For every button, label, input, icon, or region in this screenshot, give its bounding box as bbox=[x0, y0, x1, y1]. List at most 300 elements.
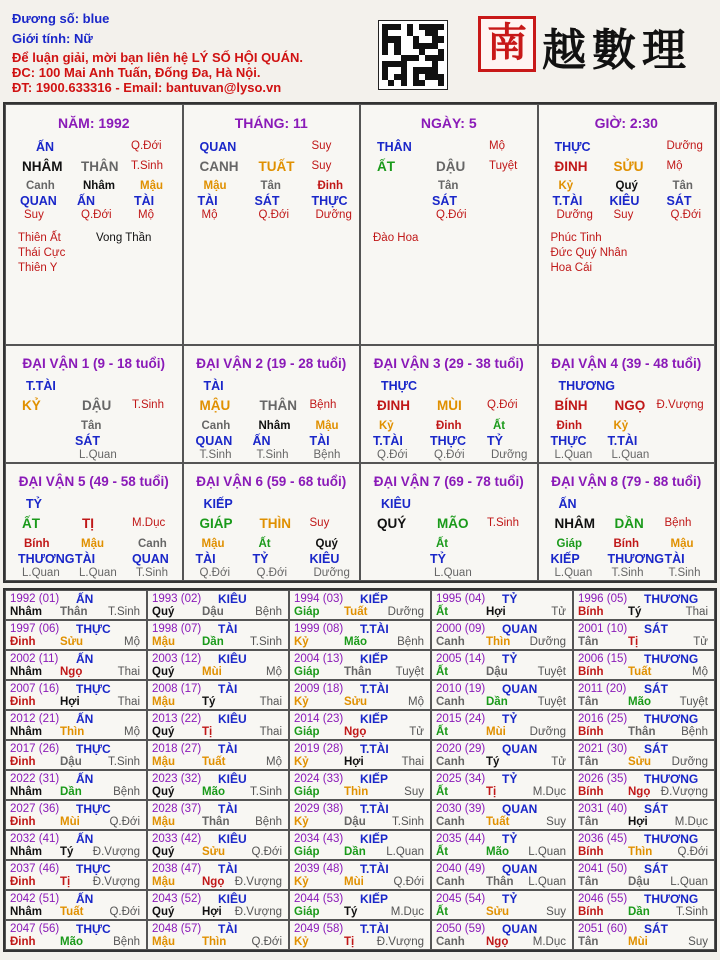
year-branch: Tý bbox=[202, 696, 216, 708]
hidden-stem-phase: Dưỡng bbox=[556, 209, 593, 221]
pillar-branch-state: Q.Đới bbox=[131, 140, 162, 152]
year-cell bbox=[573, 590, 715, 620]
year-phase: Tử bbox=[409, 726, 424, 738]
special-star: Thái Cực bbox=[18, 247, 66, 259]
year-phase: Suy bbox=[546, 816, 566, 828]
year-phase: Dưỡng bbox=[529, 636, 566, 648]
luck-hidden-god: TÀI bbox=[309, 434, 330, 448]
year-stem: Canh bbox=[436, 876, 465, 888]
year-branch: Mùi bbox=[202, 666, 222, 678]
year-branch: Tý bbox=[486, 756, 500, 768]
luck-pillar-cell bbox=[183, 345, 361, 463]
year-phase: Bệnh bbox=[681, 726, 708, 738]
year-branch: Thìn bbox=[60, 726, 85, 738]
year-cell bbox=[431, 740, 573, 770]
year-label: 2013 (22) bbox=[152, 713, 202, 725]
year-god: THƯƠNG bbox=[644, 772, 699, 786]
luck-hidden-phase: T.Sinh bbox=[256, 449, 289, 461]
year-stem: Mậu bbox=[152, 696, 175, 708]
contact-line: Để luận giải, mời bạn liên hệ LÝ SỐ HỘI QUÁN. bbox=[12, 50, 303, 65]
year-god: ẤN bbox=[76, 772, 94, 786]
luck-hidden-god: SÁT bbox=[75, 434, 100, 448]
year-stem: Đinh bbox=[10, 816, 36, 828]
year-label: 1993 (02) bbox=[152, 593, 202, 605]
year-god: T.TÀI bbox=[360, 682, 389, 696]
pillar-cell bbox=[538, 104, 716, 345]
year-branch: Hợi bbox=[628, 816, 648, 828]
year-label: 2043 (52) bbox=[152, 893, 202, 905]
year-god: TÀI bbox=[218, 802, 238, 816]
luck-stem: KỶ bbox=[22, 398, 41, 413]
year-phase: Mộ bbox=[124, 726, 140, 738]
year-label: 2042 (51) bbox=[10, 893, 60, 905]
luck-branch: MÃO bbox=[437, 516, 469, 531]
luck-stem-god: TỶ bbox=[26, 497, 42, 511]
hidden-stem-god: TÀI bbox=[134, 194, 155, 208]
luck-hidden-stem: Bính bbox=[613, 538, 640, 550]
pillar-branch-phase: Mộ bbox=[666, 160, 683, 172]
year-branch: Thân bbox=[486, 876, 514, 888]
luck-pillar-title: ĐẠI VẬN 2 (19 - 28 tuổi) bbox=[196, 356, 347, 371]
hidden-stem: Mậu bbox=[203, 180, 227, 192]
year-stem: Mậu bbox=[152, 936, 175, 948]
pillar-branch-phase: T.Sinh bbox=[131, 160, 163, 172]
year-phase: T.Sinh bbox=[250, 786, 282, 798]
year-god: KIÊU bbox=[218, 592, 247, 606]
year-label: 1992 (01) bbox=[10, 593, 60, 605]
year-label: 2012 (21) bbox=[10, 713, 60, 725]
year-stem: Đinh bbox=[10, 696, 36, 708]
year-label: 2024 (33) bbox=[294, 773, 344, 785]
year-label: 1998 (07) bbox=[152, 623, 202, 635]
pillar-title: NGÀY: 5 bbox=[420, 115, 477, 131]
year-label: 2007 (16) bbox=[10, 683, 60, 695]
year-phase: Tử bbox=[551, 756, 566, 768]
year-label: 2017 (26) bbox=[10, 743, 60, 755]
year-branch: Tuất bbox=[486, 816, 510, 828]
luck-hidden-stem: Mậu bbox=[81, 538, 104, 550]
year-branch: Tý bbox=[60, 846, 74, 858]
pillar-stem-god: THỰC bbox=[554, 140, 591, 154]
year-god: TỶ bbox=[502, 832, 518, 846]
year-cell bbox=[5, 710, 147, 740]
year-phase: M.Dục bbox=[532, 786, 566, 798]
year-god: T.TÀI bbox=[360, 622, 389, 636]
year-cell bbox=[147, 890, 289, 920]
pillar-branch: THÂN bbox=[81, 159, 119, 174]
luck-pillar-title: ĐẠI VẬN 6 (59 - 68 tuổi) bbox=[196, 474, 347, 489]
year-stem: Tân bbox=[578, 876, 599, 888]
year-branch: Hợi bbox=[60, 696, 80, 708]
hidden-stem-phase: Q.Đới bbox=[670, 209, 702, 221]
year-label: 2036 (45) bbox=[578, 833, 628, 845]
year-cell bbox=[573, 620, 715, 650]
hidden-stem-phase: Dưỡng bbox=[315, 209, 352, 221]
year-cell bbox=[289, 830, 431, 860]
year-cell bbox=[5, 920, 147, 950]
year-stem: Canh bbox=[436, 696, 465, 708]
year-cell bbox=[431, 800, 573, 830]
year-god: SÁT bbox=[644, 922, 668, 936]
year-god: QUAN bbox=[502, 802, 538, 816]
luck-hidden-stem: Giáp bbox=[556, 538, 583, 550]
luck-hidden-stem: Đinh bbox=[436, 420, 462, 432]
luck-branch: THÌN bbox=[259, 516, 291, 531]
pillar-branch-phase: Tuyệt bbox=[489, 160, 518, 172]
luck-branch-phase: Bệnh bbox=[309, 399, 337, 411]
luck-pillar-title: ĐẠI VẬN 1 (9 - 18 tuổi) bbox=[22, 356, 165, 371]
luck-hidden-god: TỶ bbox=[487, 434, 503, 448]
year-god: TỶ bbox=[502, 892, 518, 906]
year-stem: Đinh bbox=[10, 756, 36, 768]
year-phase: Bệnh bbox=[255, 816, 282, 828]
year-god: TÀI bbox=[218, 862, 238, 876]
year-branch: Thân bbox=[202, 816, 230, 828]
header bbox=[0, 0, 720, 100]
year-god: KIẾP bbox=[360, 652, 389, 666]
year-branch: Thìn bbox=[628, 846, 653, 858]
year-phase: Q.Đới bbox=[251, 846, 282, 858]
year-branch: Dần bbox=[486, 696, 508, 708]
year-label: 2038 (47) bbox=[152, 863, 202, 875]
year-cell bbox=[431, 710, 573, 740]
hidden-stem-phase: Q.Đới bbox=[436, 209, 467, 221]
year-cell bbox=[431, 890, 573, 920]
year-cell bbox=[573, 800, 715, 830]
luck-stem-god: THỰC bbox=[381, 379, 418, 393]
hidden-stem-phase: Mộ bbox=[138, 209, 154, 221]
year-god: TỶ bbox=[502, 652, 518, 666]
luck-branch-phase: Đ.Vượng bbox=[656, 399, 704, 411]
year-phase: T.Sinh bbox=[250, 636, 282, 648]
year-god: KIÊU bbox=[218, 652, 247, 666]
year-branch: Sửu bbox=[628, 756, 652, 768]
year-label: 2041 (50) bbox=[578, 863, 628, 875]
year-stem: Ất bbox=[436, 606, 449, 618]
luck-branch: DẦN bbox=[614, 516, 644, 531]
year-label: 2031 (40) bbox=[578, 803, 628, 815]
year-label: 2025 (34) bbox=[436, 773, 486, 785]
year-god: QUAN bbox=[502, 622, 538, 636]
luck-hidden-phase: L.Quan bbox=[434, 567, 472, 579]
luck-hidden-stem: Ất bbox=[258, 538, 271, 550]
year-label: 2019 (28) bbox=[294, 743, 344, 755]
year-stem: Mậu bbox=[152, 636, 175, 648]
year-phase: Tử bbox=[551, 606, 566, 618]
year-cell bbox=[147, 830, 289, 860]
year-stem: Canh bbox=[436, 816, 465, 828]
year-stem: Quý bbox=[152, 606, 175, 618]
luck-pillar-title: ĐẠI VẬN 4 (39 - 48 tuổi) bbox=[551, 356, 702, 371]
year-branch: Tị bbox=[344, 936, 355, 948]
luck-hidden-god: TỶ bbox=[252, 552, 269, 566]
luck-pillar-cell bbox=[183, 463, 361, 581]
year-label: 2009 (18) bbox=[294, 683, 344, 695]
year-label: 2050 (59) bbox=[436, 923, 486, 935]
year-phase: Q.Đới bbox=[251, 936, 282, 948]
year-branch: Hợi bbox=[486, 606, 506, 618]
year-god: ẤN bbox=[76, 592, 94, 606]
luck-branch: NGỌ bbox=[614, 398, 646, 413]
pillar-title: THÁNG: 11 bbox=[234, 115, 308, 131]
pillar-branch: TUẤT bbox=[258, 159, 295, 174]
year-branch: Dậu bbox=[344, 816, 366, 828]
year-stem: Mậu bbox=[152, 816, 175, 828]
pillar-branch-state: Suy bbox=[311, 140, 332, 152]
hidden-stem-god: SÁT bbox=[666, 194, 692, 208]
luck-hidden-phase: Dưỡng bbox=[313, 567, 350, 579]
year-stem: Bính bbox=[578, 906, 604, 918]
year-label: 1999 (08) bbox=[294, 623, 344, 635]
luck-stem-god: TÀI bbox=[203, 379, 224, 393]
year-god: SÁT bbox=[644, 742, 668, 756]
year-cell bbox=[147, 920, 289, 950]
year-phase: Q.Đới bbox=[393, 876, 424, 888]
year-cell bbox=[5, 650, 147, 680]
year-phase: T.Sinh bbox=[676, 906, 708, 918]
special-star: Vong Thần bbox=[96, 232, 152, 244]
owner-name: Đương số: blue bbox=[12, 11, 110, 26]
year-stem: Giáp bbox=[294, 726, 320, 738]
year-stem: Ất bbox=[436, 666, 449, 678]
luck-hidden-stem: Kỷ bbox=[379, 420, 394, 432]
special-star: Hoa Cái bbox=[550, 262, 593, 274]
year-phase: Bệnh bbox=[113, 936, 140, 948]
year-cell bbox=[147, 680, 289, 710]
year-stem: Quý bbox=[152, 906, 175, 918]
luck-hidden-stem: Bính bbox=[24, 538, 50, 550]
luck-hidden-phase: Dưỡng bbox=[491, 449, 528, 461]
year-phase: L.Quan bbox=[528, 846, 566, 858]
year-cell bbox=[5, 740, 147, 770]
year-phase: Dưỡng bbox=[529, 726, 566, 738]
year-god: TÀI bbox=[218, 922, 238, 936]
year-stem: Nhâm bbox=[10, 846, 42, 858]
year-phase: L.Quan bbox=[386, 846, 424, 858]
year-cell bbox=[573, 890, 715, 920]
luck-pillar-cell bbox=[5, 345, 183, 463]
luck-branch: THÂN bbox=[259, 398, 297, 413]
year-stem: Giáp bbox=[294, 666, 320, 678]
luck-pillar-cell bbox=[538, 463, 716, 581]
year-label: 2000 (09) bbox=[436, 623, 486, 635]
year-stem: Kỷ bbox=[294, 696, 309, 708]
pillar-grid bbox=[3, 102, 717, 583]
year-god: KIÊU bbox=[218, 832, 247, 846]
year-stem: Kỷ bbox=[294, 636, 309, 648]
hidden-stem: Tân bbox=[438, 180, 459, 192]
year-label: 1997 (06) bbox=[10, 623, 60, 635]
year-stem: Mậu bbox=[152, 756, 175, 768]
year-branch: Ngọ bbox=[628, 786, 651, 798]
year-phase: Đ.Vượng bbox=[376, 936, 424, 948]
year-branch: Tuất bbox=[202, 756, 226, 768]
year-stem: Kỷ bbox=[294, 816, 309, 828]
year-stem: Ất bbox=[436, 846, 449, 858]
year-cell bbox=[431, 590, 573, 620]
pillar-stem: NHÂM bbox=[22, 159, 63, 174]
year-phase: Thai bbox=[259, 696, 282, 708]
pillar-stem: ĐINH bbox=[554, 159, 588, 174]
pillar-cell bbox=[183, 104, 361, 345]
year-branch: Dần bbox=[60, 786, 82, 798]
hidden-stem-god: ẤN bbox=[77, 194, 96, 208]
year-phase: Đ.Vượng bbox=[234, 876, 282, 888]
year-branch: Sửu bbox=[202, 846, 226, 858]
year-label: 2047 (56) bbox=[10, 923, 60, 935]
year-phase: Mộ bbox=[266, 756, 282, 768]
year-label: 2016 (25) bbox=[578, 713, 628, 725]
luck-hidden-god: THỰC bbox=[550, 434, 587, 448]
year-god: KIẾP bbox=[360, 592, 389, 606]
hidden-stem-phase: Mộ bbox=[201, 209, 218, 221]
year-god: QUAN bbox=[502, 922, 538, 936]
hidden-stem-god: SÁT bbox=[432, 194, 457, 208]
year-phase: T.Sinh bbox=[392, 816, 424, 828]
year-phase: Q.Đới bbox=[677, 846, 708, 858]
year-branch: Dậu bbox=[202, 606, 224, 618]
year-label: 2029 (38) bbox=[294, 803, 344, 815]
year-phase: T.Sinh bbox=[108, 606, 140, 618]
luck-hidden-stem: Ất bbox=[436, 538, 449, 550]
year-phase: Suy bbox=[404, 786, 424, 798]
year-phase: Thai bbox=[259, 726, 282, 738]
year-phase: Đ.Vượng bbox=[92, 846, 140, 858]
luck-branch: DẬU bbox=[82, 398, 112, 413]
year-phase: M.Dục bbox=[674, 816, 708, 828]
year-cell bbox=[431, 620, 573, 650]
pillar-stem-god: ẤN bbox=[36, 140, 55, 154]
luck-stem: NHÂM bbox=[554, 516, 595, 531]
luck-hidden-god: QUAN bbox=[132, 552, 169, 566]
luck-stem: QUÝ bbox=[377, 516, 407, 531]
luck-hidden-stem: Quý bbox=[315, 538, 338, 550]
year-stem: Giáp bbox=[294, 906, 320, 918]
qr-code[interactable] bbox=[378, 20, 448, 90]
year-stem: Quý bbox=[152, 786, 175, 798]
year-branch: Tị bbox=[628, 636, 639, 648]
luck-stem-god: THƯƠNG bbox=[558, 379, 615, 393]
address-line: ĐC: 100 Mai Anh Tuấn, Đống Đa, Hà Nội. bbox=[12, 65, 261, 80]
year-branch: Mùi bbox=[344, 876, 364, 888]
year-cell bbox=[573, 770, 715, 800]
year-god: SÁT bbox=[644, 622, 668, 636]
luck-hidden-god: ẤN bbox=[252, 434, 271, 448]
year-stem: Quý bbox=[152, 846, 175, 858]
year-stem: Kỷ bbox=[294, 756, 309, 768]
year-phase: Dưỡng bbox=[671, 756, 708, 768]
year-cell bbox=[289, 920, 431, 950]
year-label: 2027 (36) bbox=[10, 803, 60, 815]
year-stem: Mậu bbox=[152, 876, 175, 888]
year-phase: Tuyệt bbox=[679, 696, 708, 708]
luck-hidden-phase: L.Quan bbox=[22, 567, 60, 579]
luck-hidden-stem: Mậu bbox=[315, 420, 339, 432]
year-phase: L.Quan bbox=[528, 876, 566, 888]
year-stem: Ất bbox=[436, 726, 449, 738]
year-branch: Tuất bbox=[344, 606, 368, 618]
year-god: SÁT bbox=[644, 682, 668, 696]
year-stem: Bính bbox=[578, 666, 604, 678]
year-label: 2005 (14) bbox=[436, 653, 486, 665]
year-cell bbox=[431, 920, 573, 950]
pillar-cell bbox=[360, 104, 538, 345]
luck-hidden-phase: Q.Đới bbox=[199, 567, 231, 579]
year-branch: Mùi bbox=[60, 816, 80, 828]
year-label: 1996 (05) bbox=[578, 593, 628, 605]
year-cell bbox=[289, 860, 431, 890]
hidden-stem-god: TÀI bbox=[197, 194, 218, 208]
year-god: THƯƠNG bbox=[644, 712, 699, 726]
luck-hidden-god: TỶ bbox=[430, 552, 446, 566]
year-god: SÁT bbox=[644, 802, 668, 816]
year-branch: Thân bbox=[344, 666, 372, 678]
year-god: KIÊU bbox=[218, 892, 247, 906]
hidden-stem: Quý bbox=[615, 180, 638, 192]
luck-stem-god: T.TÀI bbox=[26, 379, 56, 393]
year-phase: Suy bbox=[688, 936, 708, 948]
year-god: TÀI bbox=[218, 682, 238, 696]
year-branch: Ngọ bbox=[486, 936, 509, 948]
year-stem: Nhâm bbox=[10, 666, 42, 678]
year-god: THỰC bbox=[76, 742, 111, 756]
year-cell bbox=[5, 770, 147, 800]
year-branch: Sửu bbox=[486, 906, 510, 918]
year-label: 2035 (44) bbox=[436, 833, 486, 845]
year-stem: Bính bbox=[578, 846, 604, 858]
year-cell bbox=[5, 890, 147, 920]
luck-hidden-phase: L.Quan bbox=[611, 449, 650, 461]
year-label: 2008 (17) bbox=[152, 683, 202, 695]
year-phase: Tuyệt bbox=[537, 666, 566, 678]
year-phase: Đ.Vượng bbox=[234, 906, 282, 918]
hidden-stem-phase: Suy bbox=[613, 209, 634, 221]
year-god: KIÊU bbox=[218, 772, 247, 786]
year-phase: Mộ bbox=[124, 636, 140, 648]
pillar-branch: DẬU bbox=[436, 159, 466, 174]
special-star: Thiên Y bbox=[18, 262, 58, 274]
pillar-stem-god: THÂN bbox=[377, 140, 412, 154]
year-stem: Bính bbox=[578, 726, 604, 738]
pillar-stem: ẤT bbox=[377, 159, 395, 174]
year-stem: Ất bbox=[436, 906, 449, 918]
year-cell bbox=[289, 650, 431, 680]
hidden-stem: Canh bbox=[26, 180, 55, 192]
year-cell bbox=[5, 830, 147, 860]
year-branch: Thân bbox=[628, 726, 656, 738]
year-cell bbox=[147, 740, 289, 770]
luck-hidden-phase: Q.Đới bbox=[377, 449, 408, 461]
year-phase: M.Dục bbox=[390, 906, 424, 918]
year-phase: Đ.Vượng bbox=[92, 876, 140, 888]
year-branch: Hợi bbox=[202, 906, 222, 918]
pillar-title: NĂM: 1992 bbox=[57, 115, 130, 131]
year-phase: Tuyệt bbox=[395, 666, 424, 678]
year-stem: Tân bbox=[578, 696, 599, 708]
year-label: 2033 (42) bbox=[152, 833, 202, 845]
year-cell bbox=[147, 800, 289, 830]
year-cell bbox=[289, 770, 431, 800]
year-branch: Tuất bbox=[60, 906, 84, 918]
year-phase: Thai bbox=[117, 696, 140, 708]
hidden-stem: Đinh bbox=[317, 180, 344, 192]
luck-stem: BÍNH bbox=[554, 398, 588, 413]
luck-hidden-god: THƯƠNG bbox=[607, 552, 664, 566]
year-cell bbox=[431, 860, 573, 890]
year-god: KIÊU bbox=[218, 712, 247, 726]
year-branch: Tuất bbox=[628, 666, 652, 678]
year-stem: Canh bbox=[436, 756, 465, 768]
